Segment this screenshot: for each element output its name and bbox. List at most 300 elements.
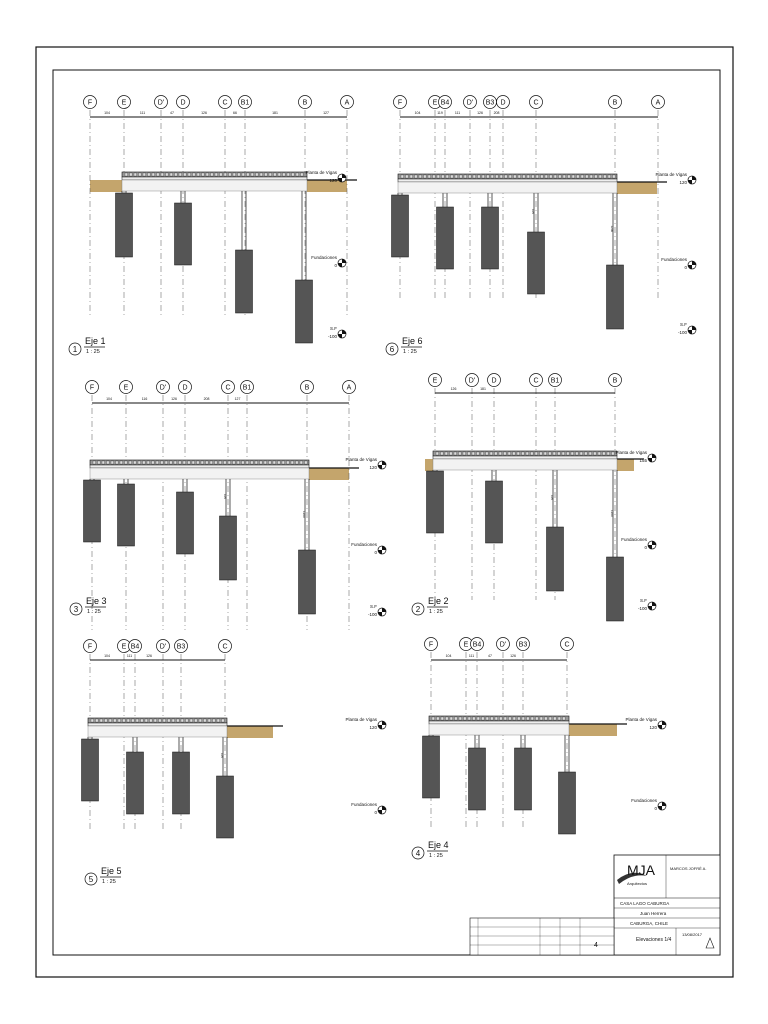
level-value: -100 bbox=[367, 612, 377, 617]
joist-section bbox=[473, 175, 476, 178]
joist-section bbox=[213, 719, 216, 722]
dimension-value: 127 bbox=[323, 111, 329, 115]
concrete-pile bbox=[437, 207, 454, 269]
joist-section bbox=[215, 173, 218, 176]
beam bbox=[429, 721, 569, 724]
joist-section bbox=[296, 173, 299, 176]
axis-label: D' bbox=[466, 99, 474, 107]
joist-section bbox=[460, 175, 463, 178]
joist-section bbox=[464, 175, 467, 178]
joist-section bbox=[237, 461, 240, 464]
axis-label: B bbox=[612, 377, 618, 385]
joist-section bbox=[486, 452, 489, 455]
dimension-value: 208 bbox=[493, 111, 500, 115]
joist-section bbox=[455, 717, 458, 720]
joist-section bbox=[464, 717, 467, 720]
joist-section bbox=[123, 719, 126, 722]
joist-section bbox=[161, 461, 164, 464]
soil-fill bbox=[309, 468, 349, 480]
joist-section bbox=[540, 452, 543, 455]
joist-section bbox=[127, 719, 130, 722]
joist-section bbox=[558, 717, 561, 720]
joist-section bbox=[292, 173, 295, 176]
pile-dimension: 1200 bbox=[610, 510, 614, 517]
concrete-pile bbox=[427, 471, 444, 533]
concrete-pile bbox=[296, 280, 313, 343]
joist-section bbox=[291, 461, 294, 464]
joist-section bbox=[91, 719, 94, 722]
sheet-title: Elevaciones 1/4 bbox=[636, 937, 672, 943]
joist-section bbox=[463, 452, 466, 455]
joist-section bbox=[188, 173, 191, 176]
joist-section bbox=[532, 175, 535, 178]
joist-section bbox=[134, 461, 137, 464]
concrete-pile bbox=[177, 492, 194, 554]
firm-subtitle: Arquitectos bbox=[627, 881, 648, 886]
axis-label: D bbox=[491, 377, 497, 385]
soil-fill bbox=[90, 180, 122, 192]
joist-section bbox=[450, 452, 453, 455]
axis-label: C bbox=[564, 641, 570, 649]
joist-section bbox=[446, 175, 449, 178]
joist-section bbox=[260, 173, 263, 176]
inner-border bbox=[53, 70, 720, 955]
joist-section bbox=[278, 461, 281, 464]
joist-section bbox=[159, 719, 162, 722]
elevation-eje5 bbox=[82, 640, 387, 886]
joist-section bbox=[451, 175, 454, 178]
joist-section bbox=[459, 452, 462, 455]
joist-section bbox=[256, 173, 259, 176]
dimension-value: 104 bbox=[104, 111, 110, 115]
level-name: Fundaciones bbox=[661, 257, 687, 262]
joist-section bbox=[612, 452, 615, 455]
soil-fill bbox=[227, 726, 273, 738]
axis-label: B3 bbox=[176, 643, 186, 651]
dimension-value: 126 bbox=[477, 111, 483, 115]
joist-section bbox=[433, 175, 436, 178]
joist-section bbox=[590, 175, 593, 178]
joist-section bbox=[174, 461, 177, 464]
elevation-eje3 bbox=[70, 381, 386, 631]
concrete-pile bbox=[559, 772, 576, 834]
joist-section bbox=[139, 173, 142, 176]
joist-section bbox=[287, 461, 290, 464]
dimension-value: 126 bbox=[510, 654, 516, 658]
joist-section bbox=[125, 461, 128, 464]
level-name: Fundaciones bbox=[621, 537, 647, 542]
level-name: Planta de Vigas bbox=[305, 170, 337, 175]
joist-section bbox=[477, 452, 480, 455]
dimension-value: 208 bbox=[203, 397, 210, 401]
joist-section bbox=[170, 461, 173, 464]
joist-section bbox=[168, 719, 171, 722]
project-name: CASA LAGO CABURGA bbox=[620, 901, 670, 906]
axis-label: C bbox=[222, 643, 228, 651]
axis-label: B1 bbox=[242, 384, 252, 392]
joist-section bbox=[437, 175, 440, 178]
joist-section bbox=[219, 461, 222, 464]
elevation-eje2 bbox=[412, 374, 656, 622]
axis-label: D' bbox=[468, 377, 476, 385]
joist-section bbox=[558, 452, 561, 455]
concrete-pile bbox=[528, 232, 545, 294]
sub-beam bbox=[398, 182, 617, 193]
sub-beam bbox=[433, 459, 617, 470]
axis-label: C bbox=[533, 377, 539, 385]
view-number: 3 bbox=[73, 605, 79, 614]
joist-section bbox=[161, 173, 164, 176]
level-name: Planta de Vigas bbox=[345, 457, 377, 462]
joist-section bbox=[545, 717, 548, 720]
joist-section bbox=[134, 173, 137, 176]
joist-section bbox=[478, 175, 481, 178]
joist-section bbox=[282, 461, 285, 464]
concrete-pile bbox=[82, 739, 99, 801]
joist-section bbox=[145, 719, 148, 722]
level-value: 0 bbox=[644, 545, 647, 550]
concrete-pile bbox=[469, 748, 486, 810]
dimension-value: 47 bbox=[488, 654, 492, 658]
joist-section bbox=[441, 452, 444, 455]
joist-section bbox=[567, 452, 570, 455]
level-value: -100 bbox=[637, 606, 647, 611]
level-value: 0 bbox=[654, 806, 657, 811]
dimension-value: 104 bbox=[104, 654, 110, 658]
joist-section bbox=[233, 173, 236, 176]
joist-section bbox=[157, 173, 160, 176]
joist-section bbox=[496, 175, 499, 178]
beam bbox=[398, 179, 617, 182]
concrete-pile bbox=[127, 752, 144, 814]
dimension-value: 126 bbox=[450, 387, 457, 391]
sub-beam bbox=[122, 180, 307, 191]
joist-section bbox=[93, 461, 96, 464]
dimension-value: 104 bbox=[414, 111, 421, 115]
joist-section bbox=[554, 717, 557, 720]
joist-section bbox=[206, 173, 209, 176]
dimension-value: 181 bbox=[272, 111, 278, 115]
joist-section bbox=[183, 461, 186, 464]
concrete-pile bbox=[175, 203, 192, 265]
view-title: Eje 1 bbox=[85, 336, 106, 346]
joist-section bbox=[150, 719, 153, 722]
beam bbox=[88, 723, 227, 726]
joist-section bbox=[563, 717, 566, 720]
joist-section bbox=[199, 719, 202, 722]
joist-section bbox=[522, 452, 525, 455]
joist-section bbox=[238, 173, 241, 176]
axis-label: A bbox=[346, 384, 352, 392]
soil-fill bbox=[569, 724, 617, 736]
elevation-eje6 bbox=[386, 96, 696, 356]
view-title: Eje 2 bbox=[428, 596, 449, 606]
joist-section bbox=[446, 717, 449, 720]
joist-section bbox=[491, 175, 494, 178]
joist-section bbox=[603, 452, 606, 455]
axis-label: C bbox=[222, 99, 228, 107]
pile-dimension: 1200 bbox=[610, 225, 614, 233]
joist-section bbox=[562, 452, 565, 455]
joist-section bbox=[531, 452, 534, 455]
joist-section bbox=[105, 719, 108, 722]
dimension-value: 104 bbox=[106, 397, 112, 401]
joist-section bbox=[419, 175, 422, 178]
joist-section bbox=[143, 173, 146, 176]
concrete-pile bbox=[607, 265, 624, 329]
joist-section bbox=[197, 461, 200, 464]
joist-section bbox=[264, 461, 267, 464]
level-value: 120 bbox=[369, 725, 377, 730]
dimension-value: 126 bbox=[171, 397, 177, 401]
joist-section bbox=[251, 173, 254, 176]
joist-section bbox=[436, 452, 439, 455]
joist-section bbox=[581, 175, 584, 178]
joist-section bbox=[585, 452, 588, 455]
joist-section bbox=[265, 173, 268, 176]
joist-section bbox=[172, 719, 175, 722]
joist-section bbox=[568, 175, 571, 178]
joist-section bbox=[269, 173, 272, 176]
joist-section bbox=[296, 461, 299, 464]
joist-section bbox=[192, 461, 195, 464]
level-name: S.F bbox=[639, 598, 647, 603]
dimension-value: 116 bbox=[141, 397, 148, 401]
level-name: S.F bbox=[329, 326, 337, 331]
joist-section bbox=[613, 175, 616, 178]
joist-section bbox=[195, 719, 198, 722]
concrete-pile bbox=[486, 481, 503, 543]
axis-label: B bbox=[302, 99, 308, 107]
level-value: 0 bbox=[374, 810, 377, 815]
joist-section bbox=[469, 175, 472, 178]
joist-section bbox=[220, 173, 223, 176]
joist-section bbox=[255, 461, 258, 464]
level-value: 0 bbox=[334, 263, 337, 268]
concrete-pile bbox=[392, 195, 409, 257]
joist-section bbox=[514, 175, 517, 178]
level-name: S.F bbox=[369, 604, 377, 609]
joist-section bbox=[109, 719, 112, 722]
joist-section bbox=[152, 173, 155, 176]
concrete-pile bbox=[547, 527, 564, 591]
joist-section bbox=[193, 173, 196, 176]
axis-label: B1 bbox=[240, 99, 250, 107]
axis-label: B bbox=[304, 384, 310, 392]
concrete-pile bbox=[299, 550, 316, 614]
joist-section bbox=[166, 173, 169, 176]
concrete-pile bbox=[217, 776, 234, 838]
joist-section bbox=[406, 175, 409, 178]
level-value: 120 bbox=[329, 178, 337, 183]
joist-section bbox=[517, 452, 520, 455]
joist-section bbox=[163, 719, 166, 722]
joist-section bbox=[508, 452, 511, 455]
level-value: -100 bbox=[677, 330, 687, 335]
dimension-value: 111 bbox=[454, 111, 461, 115]
joist-section bbox=[170, 173, 173, 176]
joist-section bbox=[445, 452, 448, 455]
joist-section bbox=[233, 461, 236, 464]
joist-section bbox=[599, 175, 602, 178]
concrete-pile bbox=[423, 736, 440, 798]
joist-section bbox=[175, 173, 178, 176]
level-value: 120 bbox=[679, 180, 687, 185]
joist-section bbox=[541, 175, 544, 178]
view-number: 5 bbox=[88, 875, 94, 884]
view-title: Eje 5 bbox=[101, 866, 122, 876]
axis-label: B4 bbox=[472, 641, 482, 649]
pile-dimension: 105 bbox=[550, 495, 554, 501]
beam bbox=[122, 177, 307, 180]
joist-section bbox=[441, 717, 444, 720]
joist-section bbox=[495, 452, 498, 455]
dimension-value: 126 bbox=[146, 654, 152, 658]
view-scale: 1 : 25 bbox=[429, 853, 443, 859]
joist-section bbox=[482, 175, 485, 178]
joist-section bbox=[459, 717, 462, 720]
joist-section bbox=[437, 717, 440, 720]
view-number: 6 bbox=[389, 345, 395, 354]
concrete-pile bbox=[515, 748, 532, 810]
joist-section bbox=[549, 717, 552, 720]
axis-label: B4 bbox=[440, 99, 450, 107]
axis-label: F bbox=[87, 643, 93, 651]
joist-section bbox=[504, 452, 507, 455]
joist-section bbox=[490, 452, 493, 455]
level-name: Fundaciones bbox=[351, 542, 377, 547]
joist-section bbox=[260, 461, 263, 464]
axis-label: A bbox=[655, 99, 661, 107]
joist-section bbox=[432, 717, 435, 720]
joist-section bbox=[550, 175, 553, 178]
joist-section bbox=[559, 175, 562, 178]
joist-section bbox=[224, 173, 227, 176]
dimension-value: 127 bbox=[234, 397, 241, 401]
joist-section bbox=[130, 173, 133, 176]
axis-label: C bbox=[225, 384, 231, 392]
joist-section bbox=[455, 175, 458, 178]
joist-section bbox=[495, 717, 498, 720]
pile-dimension: 1200 bbox=[302, 511, 306, 518]
joist-section bbox=[401, 175, 404, 178]
joist-section bbox=[499, 452, 502, 455]
joist-section bbox=[527, 175, 530, 178]
joist-section bbox=[450, 717, 453, 720]
pile-dimension: 105 bbox=[223, 494, 227, 500]
level-value: 155 bbox=[639, 458, 647, 463]
level-name: Fundaciones bbox=[351, 802, 377, 807]
joist-section bbox=[206, 461, 209, 464]
joist-section bbox=[577, 175, 580, 178]
joist-section bbox=[278, 173, 281, 176]
joist-section bbox=[141, 719, 144, 722]
concrete-pile bbox=[607, 557, 624, 621]
axis-label: A bbox=[344, 99, 350, 107]
joist-section bbox=[477, 717, 480, 720]
view-number: 4 bbox=[415, 849, 421, 858]
axis-label: E bbox=[121, 99, 127, 107]
axis-label: B3 bbox=[485, 99, 495, 107]
joist-section bbox=[415, 175, 418, 178]
soil-fill bbox=[617, 459, 634, 471]
joist-section bbox=[468, 717, 471, 720]
dimension-value: 111 bbox=[468, 654, 475, 658]
joist-section bbox=[549, 452, 552, 455]
joist-section bbox=[504, 717, 507, 720]
joist-section bbox=[523, 175, 526, 178]
joist-section bbox=[563, 175, 566, 178]
joist-section bbox=[184, 173, 187, 176]
joist-section bbox=[120, 461, 123, 464]
joist-section bbox=[580, 452, 583, 455]
axis-label: B bbox=[612, 99, 618, 107]
joist-section bbox=[305, 461, 308, 464]
axis-label: F bbox=[89, 384, 95, 392]
joist-section bbox=[143, 461, 146, 464]
view-scale: 1 : 25 bbox=[403, 349, 417, 355]
deck-slab bbox=[398, 174, 617, 179]
joist-section bbox=[486, 717, 489, 720]
joist-section bbox=[598, 452, 601, 455]
joist-section bbox=[114, 719, 117, 722]
elevation-eje1 bbox=[69, 96, 357, 356]
joist-section bbox=[269, 461, 272, 464]
axis-label: D' bbox=[159, 384, 167, 392]
joist-section bbox=[300, 461, 303, 464]
axis-label: F bbox=[428, 641, 434, 649]
soil-fill bbox=[425, 459, 433, 471]
joist-section bbox=[500, 717, 503, 720]
joist-section bbox=[210, 461, 213, 464]
dimension-value: 119 bbox=[437, 111, 443, 115]
joist-section bbox=[604, 175, 607, 178]
joist-section bbox=[156, 461, 159, 464]
joist-section bbox=[536, 717, 539, 720]
axis-label: F bbox=[397, 99, 403, 107]
beam bbox=[90, 465, 309, 468]
joist-section bbox=[526, 452, 529, 455]
concrete-pile bbox=[118, 484, 135, 546]
joist-section bbox=[518, 717, 521, 720]
axis-label: E bbox=[121, 643, 127, 651]
joist-section bbox=[179, 461, 182, 464]
joist-section bbox=[132, 719, 135, 722]
sub-beam bbox=[90, 468, 309, 479]
level-name: S.F bbox=[679, 322, 687, 327]
concrete-pile bbox=[482, 207, 499, 269]
joist-section bbox=[242, 173, 245, 176]
joist-section bbox=[202, 173, 205, 176]
level-value: 0 bbox=[684, 265, 687, 270]
level-value: 0 bbox=[374, 550, 377, 555]
axis-label: D' bbox=[157, 99, 165, 107]
level-value: -100 bbox=[327, 334, 337, 339]
concrete-pile bbox=[173, 752, 190, 814]
dimension-value: 111 bbox=[139, 111, 146, 115]
architect-name: MARCOS JOFRÉ A. bbox=[670, 866, 707, 871]
joist-section bbox=[544, 452, 547, 455]
joist-section bbox=[197, 173, 200, 176]
joist-section bbox=[152, 461, 155, 464]
level-name: Planta de Vigas bbox=[615, 450, 647, 455]
joist-section bbox=[116, 461, 119, 464]
joist-section bbox=[229, 173, 232, 176]
joist-section bbox=[98, 461, 101, 464]
concrete-pile bbox=[116, 193, 133, 257]
joist-section bbox=[177, 719, 180, 722]
joist-section bbox=[138, 461, 141, 464]
